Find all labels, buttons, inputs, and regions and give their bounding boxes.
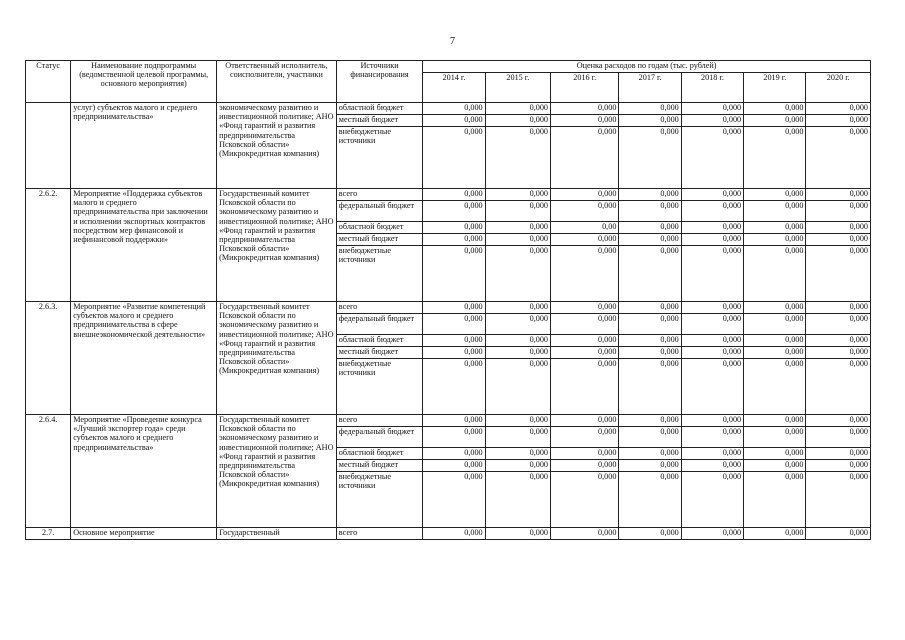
expense-value: 0,000 (551, 246, 619, 302)
expense-value: 0,000 (681, 115, 743, 127)
expense-value: 0,000 (681, 472, 743, 528)
expense-value: 0,000 (551, 302, 619, 314)
expense-value: 0,000 (806, 528, 871, 540)
expense-value: 0,000 (423, 103, 485, 115)
expense-value: 0,000 (551, 201, 619, 222)
expense-value: 0,000 (485, 359, 550, 415)
funding-source: внебюджетные источники (336, 246, 423, 302)
measure-status: 2.7. (26, 528, 71, 540)
expense-value: 0,000 (744, 359, 806, 415)
expense-value: 0,000 (551, 472, 619, 528)
expense-value: 0,000 (744, 201, 806, 222)
expense-value: 0,000 (423, 302, 485, 314)
header-status: Статус (26, 61, 71, 103)
expense-value: 0,000 (551, 528, 619, 540)
expense-value: 0,000 (681, 103, 743, 115)
expense-value: 0,000 (551, 127, 619, 189)
funding-source: областной бюджет (336, 335, 423, 347)
expense-value: 0,000 (423, 415, 485, 427)
funding-source: внебюджетные источники (336, 127, 423, 189)
expense-value: 0,000 (744, 103, 806, 115)
expense-value: 0,000 (681, 234, 743, 246)
expense-value: 0,000 (681, 427, 743, 448)
responsible-executor: Государственный комитет Псковской области по экономическому развитию и инвестиционной политике; АНО «Фонд гарантий и развития предпринимательства Псковской области» (Микрокредитная компания) (217, 302, 337, 415)
expense-value: 0,000 (423, 189, 485, 201)
expense-value: 0,000 (423, 222, 485, 234)
responsible-executor: Государственный (217, 528, 337, 540)
funding-source: федеральный бюджет (336, 201, 423, 222)
expense-value: 0,000 (744, 528, 806, 540)
measure-status: 2.6.3. (26, 302, 71, 415)
expense-value: 0,000 (681, 314, 743, 335)
expense-value: 0,000 (485, 302, 550, 314)
expense-value: 0,000 (681, 460, 743, 472)
expense-value: 0,000 (619, 359, 681, 415)
expense-value: 0,000 (744, 415, 806, 427)
expense-value: 0,000 (744, 115, 806, 127)
expense-value: 0,000 (806, 335, 871, 347)
page-number: 7 (450, 36, 455, 47)
expense-value: 0,000 (485, 234, 550, 246)
expense-value: 0,000 (485, 115, 550, 127)
header-year: 2017 г. (619, 73, 681, 103)
expense-value: 0,000 (423, 314, 485, 335)
expense-value: 0,000 (485, 201, 550, 222)
expense-value: 0,000 (485, 222, 550, 234)
expense-value: 0,000 (681, 302, 743, 314)
expense-value: 0,000 (423, 246, 485, 302)
responsible-executor: Государственный комитет Псковской области по экономическому развитию и инвестиционной политике; АНО «Фонд гарантий и развития предпринимательства Псковской области» (Микрокредитная компания) (217, 189, 337, 302)
expense-value: 0,000 (485, 246, 550, 302)
expense-value: 0,000 (551, 115, 619, 127)
expense-value: 0,000 (551, 103, 619, 115)
expense-value: 0,000 (619, 103, 681, 115)
expense-value: 0,000 (423, 127, 485, 189)
expense-value: 0,000 (551, 347, 619, 359)
expense-value: 0,000 (619, 314, 681, 335)
expense-value: 0,000 (681, 359, 743, 415)
expense-value: 0,000 (806, 246, 871, 302)
expense-value: 0,000 (806, 103, 871, 115)
expense-value: 0,000 (423, 347, 485, 359)
expense-value: 0,000 (485, 460, 550, 472)
expense-value: 0,000 (681, 222, 743, 234)
header-year: 2016 г. (551, 73, 619, 103)
funding-source: всего (336, 415, 423, 427)
table-row (26, 415, 871, 427)
expense-value: 0,000 (744, 222, 806, 234)
funding-source: местный бюджет (336, 347, 423, 359)
expense-value: 0,000 (806, 427, 871, 448)
expense-value: 0,000 (806, 127, 871, 189)
header-responsible: Ответственный исполнитель, соисполнители, участники (217, 61, 337, 103)
funding-source: областной бюджет (336, 448, 423, 460)
expense-value: 0,000 (619, 201, 681, 222)
expense-value: 0,000 (551, 234, 619, 246)
expense-value: 0,000 (423, 335, 485, 347)
table-body (26, 103, 871, 540)
header-year: 2020 г. (806, 73, 871, 103)
expense-value: 0,000 (681, 127, 743, 189)
expense-value: 0,000 (619, 448, 681, 460)
measure-name: Мероприятие «Поддержка субъектов малого и среднего предпринимательства при заключении и исполнении экспортных контрактов посредством мер финансовой и нефинансовой поддержки» (71, 189, 217, 302)
funding-source: областной бюджет (336, 103, 423, 115)
expense-value: 0,000 (485, 103, 550, 115)
expenditure-table (25, 60, 871, 540)
expense-value: 0,000 (806, 472, 871, 528)
expense-value: 0,000 (744, 246, 806, 302)
header-year: 2014 г. (423, 73, 485, 103)
expense-value: 0,000 (744, 189, 806, 201)
expense-value: 0,000 (806, 189, 871, 201)
expense-value: 0,000 (551, 359, 619, 415)
expense-value: 0,000 (485, 127, 550, 189)
expense-value: 0,000 (619, 415, 681, 427)
expense-value: 0,000 (423, 460, 485, 472)
expense-value: 0,000 (806, 347, 871, 359)
expense-value: 0,000 (551, 427, 619, 448)
funding-source: федеральный бюджет (336, 427, 423, 448)
header-sources: Источники финансирования (336, 61, 423, 103)
funding-source: всего (336, 189, 423, 201)
expense-value: 0,000 (806, 222, 871, 234)
expense-value: 0,000 (485, 427, 550, 448)
expense-value: 0,000 (806, 359, 871, 415)
measure-status: 2.6.2. (26, 189, 71, 302)
expense-value: 0,000 (551, 335, 619, 347)
header-year: 2019 г. (744, 73, 806, 103)
expense-value: 0,000 (423, 115, 485, 127)
expense-value: 0,000 (423, 448, 485, 460)
funding-source: внебюджетные источники (336, 472, 423, 528)
expense-value: 0,000 (551, 448, 619, 460)
expense-value: 0,000 (485, 472, 550, 528)
expense-value: 0,000 (551, 314, 619, 335)
expense-value: 0,000 (485, 415, 550, 427)
expense-value: 0,000 (551, 189, 619, 201)
expense-value: 0,000 (744, 460, 806, 472)
expense-value: 0,000 (485, 189, 550, 201)
expense-value: 0,000 (423, 472, 485, 528)
expense-value: 0,000 (619, 246, 681, 302)
expense-value: 0,000 (681, 189, 743, 201)
expense-value: 0,000 (619, 347, 681, 359)
expense-value: 0,000 (619, 189, 681, 201)
expense-value: 0,000 (744, 234, 806, 246)
expense-value: 0,000 (423, 528, 485, 540)
expense-value: 0,000 (619, 460, 681, 472)
responsible-executor: экономическому развитию и инвестиционной политике; АНО «Фонд гарантий и развития предпринимательства Псковской области» (Микрокредитная компания) (217, 103, 337, 189)
expense-value: 0,000 (619, 528, 681, 540)
expense-value: 0,000 (619, 127, 681, 189)
expense-value: 0,000 (485, 335, 550, 347)
funding-source: местный бюджет (336, 234, 423, 246)
header-name: Наименование подпрограммы (ведомственной целевой программы, основного мероприятия) (71, 61, 217, 103)
header-year: 2015 г. (485, 73, 550, 103)
measure-name: Мероприятие «Развитие компетенций субъектов малого и среднего предпринимательства в сфере внешнеэкономической деятельности» (71, 302, 217, 415)
expense-value: 0,000 (619, 222, 681, 234)
expense-value: 0,000 (619, 335, 681, 347)
funding-source: местный бюджет (336, 460, 423, 472)
funding-source: всего (336, 528, 423, 540)
expense-value: 0,000 (744, 427, 806, 448)
expense-value: 0,000 (744, 127, 806, 189)
expense-value: 0,00 (551, 222, 619, 234)
expense-value: 0,000 (806, 115, 871, 127)
expense-value: 0,000 (681, 335, 743, 347)
measure-name: Мероприятие «Проведение конкурса «Лучший экспортер года» среди субъектов малого и среднего предпринимательства» (71, 415, 217, 528)
table-row (26, 302, 871, 314)
measure-status: 2.6.4. (26, 415, 71, 528)
expense-value: 0,000 (806, 201, 871, 222)
expense-value: 0,000 (485, 528, 550, 540)
measure-status (26, 103, 71, 189)
table-row (26, 528, 871, 540)
expense-value: 0,000 (423, 201, 485, 222)
expense-value: 0,000 (681, 246, 743, 302)
expense-value: 0,000 (744, 335, 806, 347)
funding-source: областной бюджет (336, 222, 423, 234)
funding-source: местный бюджет (336, 115, 423, 127)
expense-value: 0,000 (806, 415, 871, 427)
header-estimate: Оценка расходов по годам (тыс. рублей) (423, 61, 871, 73)
expense-value: 0,000 (681, 201, 743, 222)
expense-value: 0,000 (619, 427, 681, 448)
expense-value: 0,000 (744, 314, 806, 335)
expense-value: 0,000 (681, 448, 743, 460)
expense-value: 0,000 (619, 115, 681, 127)
expense-value: 0,000 (681, 347, 743, 359)
expense-value: 0,000 (619, 472, 681, 528)
expense-value: 0,000 (485, 448, 550, 460)
expense-value: 0,000 (485, 314, 550, 335)
expense-value: 0,000 (806, 448, 871, 460)
expense-value: 0,000 (485, 347, 550, 359)
measure-name: Основное мероприятие (71, 528, 217, 540)
expense-value: 0,000 (619, 302, 681, 314)
expense-value: 0,000 (806, 234, 871, 246)
table-row (26, 189, 871, 201)
expense-value: 0,000 (806, 460, 871, 472)
expense-value: 0,000 (423, 234, 485, 246)
expense-value: 0,000 (551, 460, 619, 472)
measure-name: услуг) субъектов малого и среднего предпринимательства» (71, 103, 217, 189)
expense-value: 0,000 (744, 448, 806, 460)
expense-value: 0,000 (744, 472, 806, 528)
expense-value: 0,000 (681, 528, 743, 540)
expense-value: 0,000 (423, 359, 485, 415)
responsible-executor: Государственный комитет Псковской области по экономическому развитию и инвестиционной политике; АНО «Фонд гарантий и развития предпринимательства Псковской области» (Микрокредитная компания) (217, 415, 337, 528)
header-year: 2018 г. (681, 73, 743, 103)
funding-source: федеральный бюджет (336, 314, 423, 335)
funding-source: всего (336, 302, 423, 314)
expense-value: 0,000 (744, 302, 806, 314)
expense-value: 0,000 (619, 234, 681, 246)
expense-value: 0,000 (423, 427, 485, 448)
funding-source: внебюджетные источники (336, 359, 423, 415)
expense-value: 0,000 (551, 415, 619, 427)
expense-value: 0,000 (806, 314, 871, 335)
expense-value: 0,000 (681, 415, 743, 427)
table-row (26, 103, 871, 115)
expense-value: 0,000 (744, 347, 806, 359)
expense-value: 0,000 (806, 302, 871, 314)
